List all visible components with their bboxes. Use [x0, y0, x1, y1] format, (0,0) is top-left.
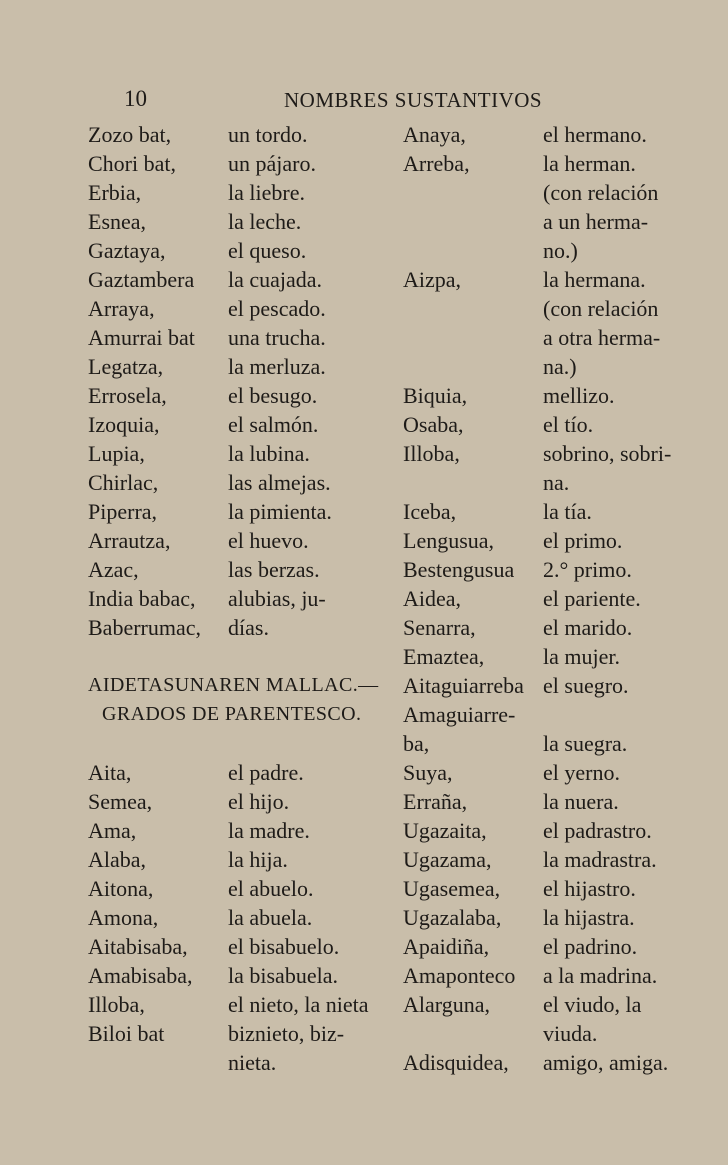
basque-term: Illoba,: [88, 992, 145, 1017]
left-column: [88, 120, 393, 1077]
vocabulary-entry: [88, 1048, 393, 1077]
vocabulary-entry: [88, 149, 393, 178]
vocabulary-entry: [403, 845, 703, 874]
spanish-gloss: viuda.: [543, 1021, 598, 1046]
spanish-gloss: una trucha.: [228, 325, 326, 350]
basque-term: Bestengusua: [403, 557, 515, 582]
basque-term: Illoba,: [403, 441, 460, 466]
spanish-gloss: la pimienta.: [228, 499, 332, 524]
basque-term: Piperra,: [88, 499, 158, 524]
basque-term: Chori bat,: [88, 151, 176, 176]
spanish-gloss: las berzas.: [228, 557, 320, 582]
spanish-gloss: la hijastra.: [543, 905, 635, 930]
basque-term: Ugazama,: [403, 847, 492, 872]
spanish-gloss: la hermana.: [543, 267, 646, 292]
spanish-gloss: el queso.: [228, 238, 307, 263]
vocabulary-entry: [88, 468, 393, 497]
basque-term: Emaztea,: [403, 644, 485, 669]
spanish-gloss: la mujer.: [543, 644, 620, 669]
vocabulary-entry: [403, 1019, 703, 1048]
spanish-gloss: la lubina.: [228, 441, 310, 466]
vocabulary-entry: [88, 236, 393, 265]
basque-term: Lengusua,: [403, 528, 495, 553]
vocabulary-entry: [403, 787, 703, 816]
basque-term: Errosela,: [88, 383, 167, 408]
spanish-gloss: la nuera.: [543, 789, 619, 814]
vocabulary-entry: [88, 323, 393, 352]
vocabulary-entry: [88, 1019, 393, 1048]
spanish-gloss: el abuelo.: [228, 876, 314, 901]
section-spacer: [88, 729, 393, 758]
spanish-gloss: la madre.: [228, 818, 310, 843]
spanish-gloss: la tía.: [543, 499, 592, 524]
spanish-gloss: mellizo.: [543, 383, 615, 408]
basque-term: Azac,: [88, 557, 139, 582]
basque-term: Ugasemea,: [403, 876, 501, 901]
vocabulary-entry: [88, 555, 393, 584]
page-number: 10: [124, 86, 147, 111]
vocabulary-entry: [88, 497, 393, 526]
spanish-gloss: el nieto, la nieta: [228, 992, 369, 1017]
vocabulary-entry: [403, 642, 703, 671]
basque-term: Ugazalaba,: [403, 905, 502, 930]
basque-term: Esnea,: [88, 209, 147, 234]
section-spacer: [88, 642, 393, 671]
spanish-gloss: la liebre.: [228, 180, 305, 205]
basque-term: Gaztambera: [88, 267, 195, 292]
vocabulary-entry: [403, 323, 703, 352]
page-header: [0, 86, 728, 118]
spanish-gloss: el salmón.: [228, 412, 319, 437]
basque-term: Amona,: [88, 905, 159, 930]
vocabulary-entry: [403, 613, 703, 642]
spanish-gloss: a otra herma-: [543, 325, 661, 350]
spanish-gloss: la bisabuela.: [228, 963, 338, 988]
basque-term: Amabisaba,: [88, 963, 193, 988]
spanish-gloss: (con relación: [543, 180, 659, 205]
basque-term: Amaguiarre-: [403, 702, 516, 727]
vocabulary-entry: [403, 236, 703, 265]
spanish-gloss: la cuajada.: [228, 267, 323, 292]
basque-term: Amaponteco: [403, 963, 516, 988]
basque-term: Ugazaita,: [403, 818, 487, 843]
vocabulary-entry: [403, 526, 703, 555]
basque-term: Erbia,: [88, 180, 142, 205]
spanish-gloss: las almejas.: [228, 470, 331, 495]
spanish-gloss: el viudo, la: [543, 992, 642, 1017]
vocabulary-entry: [88, 120, 393, 149]
basque-term: Anaya,: [403, 122, 466, 147]
spanish-gloss: (con relación: [543, 296, 659, 321]
basque-term: Semea,: [88, 789, 153, 814]
spanish-gloss: nieta.: [228, 1050, 277, 1075]
vocabulary-entry: [403, 584, 703, 613]
basque-term: Chirlac,: [88, 470, 159, 495]
vocabulary-entry: [403, 671, 703, 700]
basque-term: Gaztaya,: [88, 238, 166, 263]
vocabulary-entry: [88, 613, 393, 642]
basque-term: Legatza,: [88, 354, 164, 379]
vocabulary-entry: [88, 178, 393, 207]
basque-term: Biloi bat: [88, 1021, 165, 1046]
vocabulary-entry: [403, 990, 703, 1019]
vocabulary-entry: [403, 729, 703, 758]
basque-term: Senarra,: [403, 615, 476, 640]
vocabulary-entry: [88, 758, 393, 787]
spanish-gloss: un tordo.: [228, 122, 308, 147]
spanish-gloss: la leche.: [228, 209, 302, 234]
spanish-gloss: el bisabuelo.: [228, 934, 340, 959]
vocabulary-entry: [88, 439, 393, 468]
basque-term: Aizpa,: [403, 267, 462, 292]
vocabulary-entry: [88, 207, 393, 236]
vocabulary-entry: [403, 439, 703, 468]
vocabulary-entry: [88, 410, 393, 439]
vocabulary-entry: [403, 178, 703, 207]
basque-term: Erraña,: [403, 789, 468, 814]
vocabulary-entry: [88, 874, 393, 903]
spanish-gloss: sobrino, sobri-: [543, 441, 672, 466]
vocabulary-entry: [88, 352, 393, 381]
vocabulary-entry: [88, 265, 393, 294]
basque-term: Lupia,: [88, 441, 145, 466]
spanish-gloss: el hijo.: [228, 789, 290, 814]
spanish-gloss: a un herma-: [543, 209, 649, 234]
spanish-gloss: a la madrina.: [543, 963, 658, 988]
basque-term: India babac,: [88, 586, 196, 611]
vocabulary-entry: [403, 1048, 703, 1077]
spanish-gloss: días.: [228, 615, 269, 640]
spanish-gloss: la suegra.: [543, 731, 628, 756]
basque-term: Aita,: [88, 760, 132, 785]
basque-term: Osaba,: [403, 412, 464, 437]
spanish-gloss: biznieto, biz-: [228, 1021, 345, 1046]
vocabulary-entry: [403, 410, 703, 439]
spanish-gloss: el pescado.: [228, 296, 326, 321]
spanish-gloss: el tío.: [543, 412, 594, 437]
vocabulary-entry: [403, 961, 703, 990]
right-column: [403, 120, 703, 1077]
spanish-gloss: el huevo.: [228, 528, 309, 553]
basque-term: ba,: [403, 731, 430, 756]
vocabulary-entry: [88, 526, 393, 555]
basque-term: Izoquia,: [88, 412, 160, 437]
vocabulary-entry: [88, 845, 393, 874]
vocabulary-entry: [88, 381, 393, 410]
basque-term: Amurrai bat: [88, 325, 195, 350]
spanish-gloss: la abuela.: [228, 905, 313, 930]
vocabulary-entry: [403, 903, 703, 932]
vocabulary-entry: [403, 381, 703, 410]
spanish-gloss: el padrino.: [543, 934, 638, 959]
basque-term: Apaidiña,: [403, 934, 490, 959]
vocabulary-entry: [403, 497, 703, 526]
vocabulary-entry: [403, 932, 703, 961]
basque-term: Biquia,: [403, 383, 468, 408]
vocabulary-entry: [403, 352, 703, 381]
spanish-gloss: la merluza.: [228, 354, 326, 379]
spanish-gloss: el suegro.: [543, 673, 629, 698]
vocabulary-entry: [88, 584, 393, 613]
basque-term: Arreba,: [403, 151, 470, 176]
basque-term: Adisquidea,: [403, 1050, 509, 1075]
vocabulary-entry: [403, 120, 703, 149]
basque-term: Arraya,: [88, 296, 155, 321]
vocabulary-entry: [88, 294, 393, 323]
basque-term: Baberrumac,: [88, 615, 201, 640]
basque-term: Arrautza,: [88, 528, 171, 553]
spanish-gloss: na.): [543, 354, 577, 379]
vocabulary-entry: [403, 758, 703, 787]
basque-term: Alaba,: [88, 847, 147, 872]
vocabulary-entry: [403, 468, 703, 497]
basque-term: Iceba,: [403, 499, 457, 524]
spanish-gloss: el besugo.: [228, 383, 318, 408]
vocabulary-entry: [403, 294, 703, 323]
basque-term: Aitona,: [88, 876, 154, 901]
vocabulary-entry: [88, 932, 393, 961]
spanish-gloss: el hermano.: [543, 122, 647, 147]
vocabulary-entry: [88, 903, 393, 932]
spanish-gloss: el hijastro.: [543, 876, 636, 901]
vocabulary-entry: [88, 816, 393, 845]
spanish-gloss: amigo, amiga.: [543, 1050, 669, 1075]
section-subheading: GRADOS DE PARENTESCO.: [102, 703, 362, 725]
spanish-gloss: un pájaro.: [228, 151, 316, 176]
vocabulary-entry: [88, 990, 393, 1019]
spanish-gloss: la madrastra.: [543, 847, 657, 872]
spanish-gloss: na.: [543, 470, 570, 495]
spanish-gloss: 2.° primo.: [543, 557, 632, 582]
basque-term: Ama,: [88, 818, 137, 843]
spanish-gloss: el pariente.: [543, 586, 641, 611]
spanish-gloss: el marido.: [543, 615, 633, 640]
basque-term: Aitabisaba,: [88, 934, 188, 959]
vocabulary-entry: [403, 816, 703, 845]
basque-term: Zozo bat,: [88, 122, 172, 147]
basque-term: Aidea,: [403, 586, 462, 611]
basque-term: Suya,: [403, 760, 453, 785]
running-title: NOMBRES SUSTANTIVOS: [284, 88, 543, 112]
spanish-gloss: el padre.: [228, 760, 304, 785]
vocabulary-entry: [403, 555, 703, 584]
basque-term: Alarguna,: [403, 992, 490, 1017]
spanish-gloss: el primo.: [543, 528, 623, 553]
vocabulary-entry: [403, 149, 703, 178]
vocabulary-entry: [403, 700, 703, 729]
spanish-gloss: el padrastro.: [543, 818, 652, 843]
basque-term: Aitaguiarreba: [403, 673, 524, 698]
vocabulary-entry: [403, 874, 703, 903]
vocabulary-entry: [403, 207, 703, 236]
vocabulary-entry: [88, 787, 393, 816]
vocabulary-entry: [403, 265, 703, 294]
spanish-gloss: el yerno.: [543, 760, 620, 785]
spanish-gloss: no.): [543, 238, 578, 263]
section-heading: AIDETASUNAREN MALLAC.—: [88, 674, 379, 696]
vocabulary-entry: [88, 961, 393, 990]
spanish-gloss: la hija.: [228, 847, 288, 872]
spanish-gloss: la herman.: [543, 151, 636, 176]
spanish-gloss: alubias, ju-: [228, 586, 326, 611]
